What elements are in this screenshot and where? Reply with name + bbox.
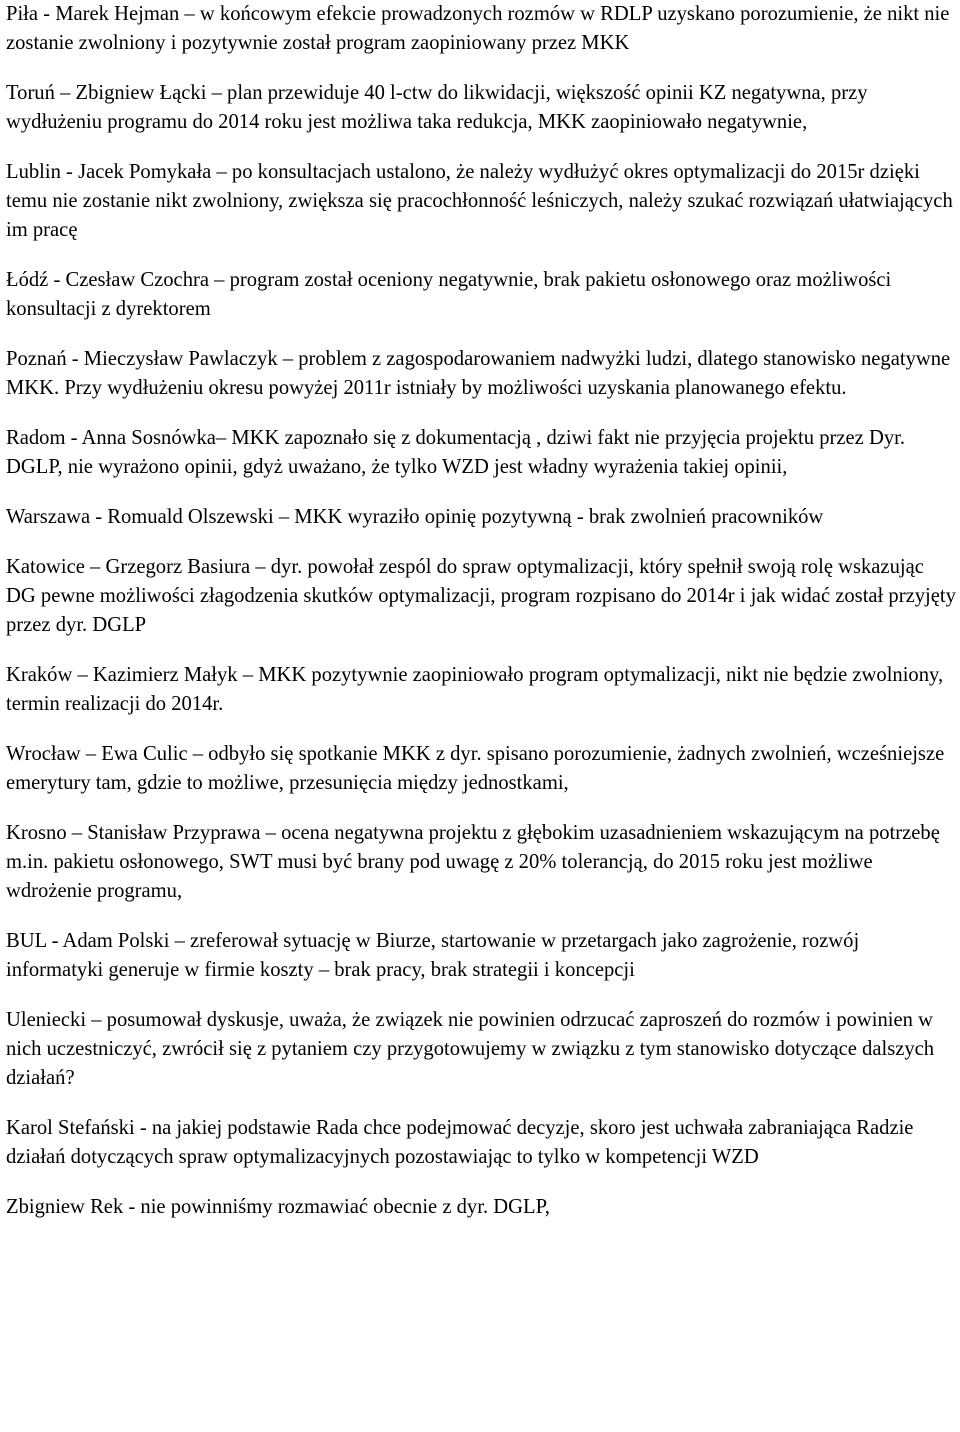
- paragraph-poznan: Poznań - Mieczysław Pawlaczyk – problem z zagospodarowaniem nadwyżki ludzi, dlatego stanowisko negatywne MKK. Przy wydłużeniu okresu powyżej 2011r istniały by możliwości uzyskania planowanego efektu.: [6, 348, 951, 399]
- paragraph-radom: Radom - Anna Sosnówka– MKK zapoznało się z dokumentacją , dziwi fakt nie przyjęcia projektu przez Dyr. DGLP, nie wyrażono opinii, gdyż uważano, że tylko WZD jest władny wyrażenia takiej opinii,: [6, 427, 905, 478]
- paragraph-warszawa: Warszawa - Romuald Olszewski – MKK wyraziło opinię pozytywną - brak zwolnień pracowników: [6, 506, 824, 528]
- paragraph-krakow: Kraków – Kazimierz Małyk – MKK pozytywnie zaopiniowało program optymalizacji, nikt nie będzie zwolniony, termin realizacji do 2014r.: [6, 664, 944, 715]
- paragraph-uleniecki: Uleniecki – posumował dyskusje, uważa, że związek nie powinien odrzucać zaproszeń do rozmów i powinien w nich uczestniczyć, zwrócił się z pytaniem czy przygotowujemy w związku z tym stanowisko dotyczące dalszych działań?: [6, 1009, 935, 1089]
- paragraph-stefanski: Karol Stefański - na jakiej podstawie Rada chce podejmować decyzje, skoro jest uchwała zabraniająca Radzie działań dotyczących spraw optymalizacyjnych pozostawiając to tylko w kompetencji WZD: [6, 1117, 914, 1168]
- paragraph-lublin: Lublin - Jacek Pomykała – po konsultacjach ustalono, że należy wydłużyć okres optymalizacji do 2015r dzięki temu nie zostanie nikt zwolniony, zwiększa się pracochłonność leśniczych, należy szukać rozwiązań ułatwiających im pracę: [6, 161, 953, 241]
- paragraph-lodz: Łódź - Czesław Czochra – program został oceniony negatywnie, brak pakietu osłonowego oraz możliwości konsultacji z dyrektorem: [6, 269, 892, 320]
- paragraph-katowice: Katowice – Grzegorz Basiura – dyr. powołał zespól do spraw optymalizacji, który spełnił swoją rolę wskazując DG pewne możliwości złagodzenia skutków optymalizacji, program rozpisano do 2014r i jak widać został przyjęty przez dyr. DGLP: [6, 556, 956, 636]
- paragraph-torun: Toruń – Zbigniew Łącki – plan przewiduje 40 l-ctw do likwidacji, większość opinii KZ negatywna, przy wydłużeniu programu do 2014 roku jest możliwa taka redukcja, MKK zaopiniowało negatywnie,: [6, 82, 868, 133]
- paragraph-bul: BUL - Adam Polski – zreferował sytuację w Biurze, startowanie w przetargach jako zagrożenie, rozwój informatyki generuje w firmie koszty – brak pracy, brak strategii i koncepcji: [6, 930, 860, 981]
- paragraph-pila: Piła - Marek Hejman – w końcowym efekcie prowadzonych rozmów w RDLP uzyskano porozumienie, że nikt nie zostanie zwolniony i pozytywnie został program zaopiniowany przez MKK: [6, 3, 950, 54]
- paragraph-krosno: Krosno – Stanisław Przyprawa – ocena negatywna projektu z głębokim uzasadnieniem wskazującym na potrzebę m.in. pakietu osłonowego, SWT musi być brany pod uwagę z 20% tolerancją, do 2015 roku jest możliwe wdrożenie programu,: [6, 822, 940, 902]
- paragraph-wroclaw: Wrocław – Ewa Culic – odbyło się spotkanie MKK z dyr. spisano porozumienie, żadnych zwolnień, wcześniejsze emerytury tam, gdzie to możliwe, przesunięcia między jednostkami,: [6, 743, 945, 794]
- document-page: [6, 0, 958, 1222]
- paragraph-rek: Zbigniew Rek - nie powinniśmy rozmawiać obecnie z dyr. DGLP,: [6, 1196, 550, 1218]
